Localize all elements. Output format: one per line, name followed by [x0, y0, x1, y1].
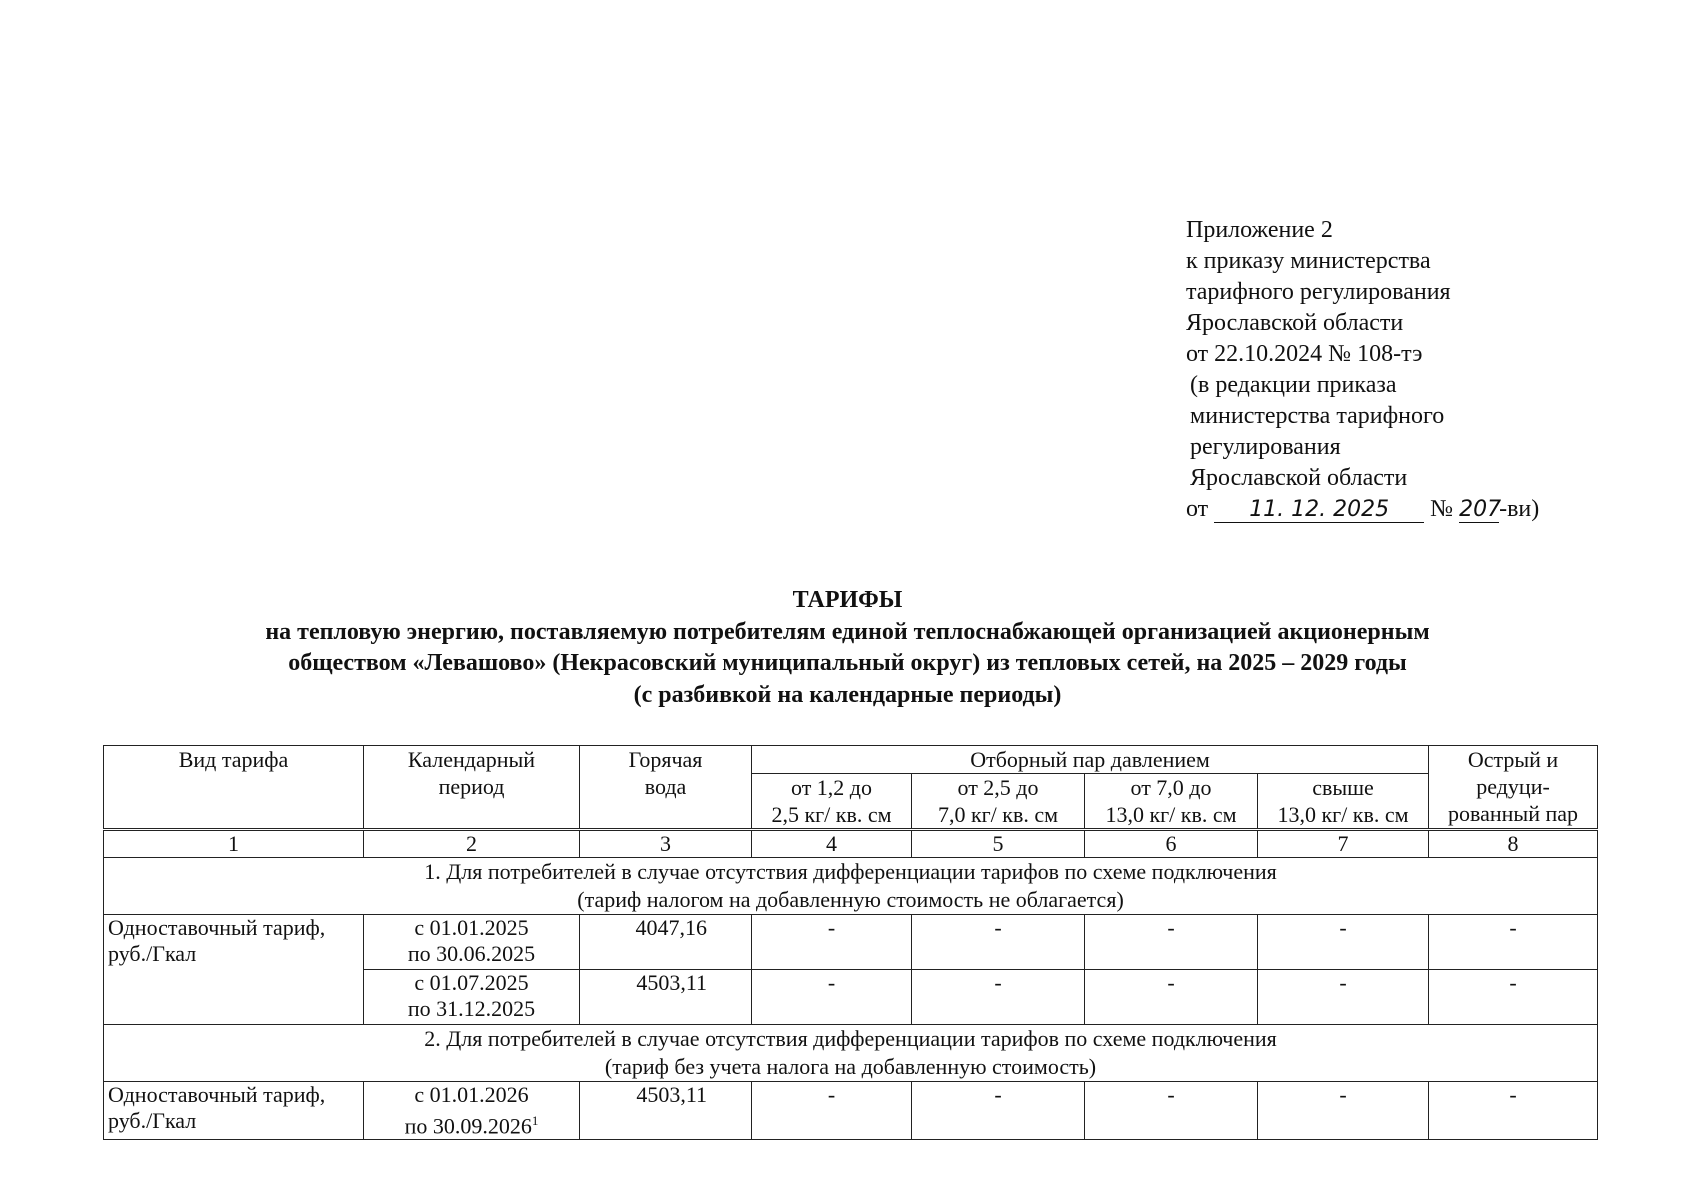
number-sign: №: [1430, 496, 1454, 522]
header-pressure-3: от 7,0 до 13,0 кг/ кв. см: [1085, 774, 1258, 830]
header-tariff-type: Вид тарифа: [104, 746, 364, 830]
handwritten-date: 11. 12. 2025: [1214, 498, 1424, 523]
column-number: 7: [1258, 830, 1429, 858]
appendix-line: тарифного регулирования: [1186, 279, 1451, 305]
handwritten-number: 207: [1459, 497, 1502, 522]
header-hot-water: Горячая вода: [580, 746, 752, 830]
column-number: 8: [1429, 830, 1598, 858]
section-2-title: 2. Для потребителей в случае отсутствия дифференциации тарифов по схеме подключения (тариф без учета налога на добавленную стоимость): [104, 1025, 1598, 1082]
hot-water-value: 4503,11: [580, 1082, 752, 1140]
dash-cell: -: [1085, 915, 1258, 970]
appendix-line: Приложение 2: [1186, 217, 1333, 243]
column-number: 2: [364, 830, 580, 858]
section-1-header: [104, 858, 1598, 915]
tariff-type-cell: Одноставочный тариф, руб./Гкал: [104, 915, 364, 1025]
column-number: 3: [580, 830, 752, 858]
period-cell: с 01.01.2025 по 30.06.2025: [364, 915, 580, 970]
dash-cell: -: [1429, 970, 1598, 1025]
table-row: [104, 915, 1598, 970]
revision-line: [1186, 494, 1539, 525]
header-pressure-2: от 2,5 до 7,0 кг/ кв. см: [912, 774, 1085, 830]
hot-water-value: 4047,16: [580, 915, 752, 970]
dash-cell: -: [1085, 1082, 1258, 1140]
appendix-line: регулирования: [1190, 434, 1341, 460]
appendix-line: к приказу министерства: [1186, 248, 1431, 274]
hot-water-value: 4503,11: [580, 970, 752, 1025]
appendix-line: Ярославской области: [1186, 310, 1404, 336]
dash-cell: -: [1429, 915, 1598, 970]
column-number: 4: [752, 830, 912, 858]
title-line: (с разбивкой на календарные периоды): [633, 681, 1062, 708]
column-number: 1: [104, 830, 364, 858]
period-cell: с 01.01.2026 по 30.09.2026$^1$: [364, 1082, 580, 1140]
table-row: [104, 1082, 1598, 1140]
dash-cell: -: [1258, 1082, 1429, 1140]
appendix-line: (в редакции приказа: [1190, 372, 1397, 398]
title-line: на тепловую энергию, поставляемую потребителям единой теплоснабжающей организацией акционерным: [265, 618, 1430, 645]
header-sharp-steam: Острый и редуци- рованный пар: [1429, 746, 1598, 830]
dash-cell: -: [912, 1082, 1085, 1140]
dash-cell: -: [752, 1082, 912, 1140]
header-steam: Отборный пар давлением: [752, 746, 1429, 774]
header-period: Календарный период: [364, 746, 580, 830]
dash-cell: -: [912, 915, 1085, 970]
appendix-block: [1186, 215, 1539, 525]
dash-cell: -: [1258, 970, 1429, 1025]
column-numbers-row: [104, 830, 1598, 858]
dash-cell: -: [912, 970, 1085, 1025]
dash-cell: -: [752, 970, 912, 1025]
tariff-type-cell: Одноставочный тариф, руб./Гкал: [104, 1082, 364, 1140]
tariff-table-wrapper: [103, 745, 1597, 1140]
dash-cell: -: [1258, 915, 1429, 970]
ot-label: от: [1186, 496, 1209, 522]
appendix-line: от 22.10.2024 № 108-тэ: [1186, 341, 1423, 367]
header-row: [104, 746, 1598, 774]
number-suffix: -ви): [1499, 496, 1540, 522]
document-title: [100, 585, 1595, 711]
dash-cell: -: [1429, 1082, 1598, 1140]
footnote-marker: 1: [531, 1113, 539, 1128]
section-2-header: [104, 1025, 1598, 1082]
title-line: обществом «Левашово» (Некрасовский муниципальный округ) из тепловых сетей, на 2025 – 2029 годы: [288, 650, 1407, 676]
header-pressure-1: от 1,2 до 2,5 кг/ кв. см: [752, 774, 912, 830]
title-heading: ТАРИФЫ: [792, 587, 903, 613]
column-number: 6: [1085, 830, 1258, 858]
appendix-line: Ярославской области: [1190, 465, 1408, 491]
header-pressure-4: свыше 13,0 кг/ кв. см: [1258, 774, 1429, 830]
dash-cell: -: [752, 915, 912, 970]
section-1-title: 1. Для потребителей в случае отсутствия дифференциации тарифов по схеме подключения (тариф налогом на добавленную стоимость не облагается): [104, 858, 1598, 915]
dash-cell: -: [1085, 970, 1258, 1025]
period-cell: с 01.07.2025 по 31.12.2025: [364, 970, 580, 1025]
column-number: 5: [912, 830, 1085, 858]
tariff-table: [103, 745, 1598, 1140]
appendix-line: министерства тарифного: [1190, 403, 1445, 429]
